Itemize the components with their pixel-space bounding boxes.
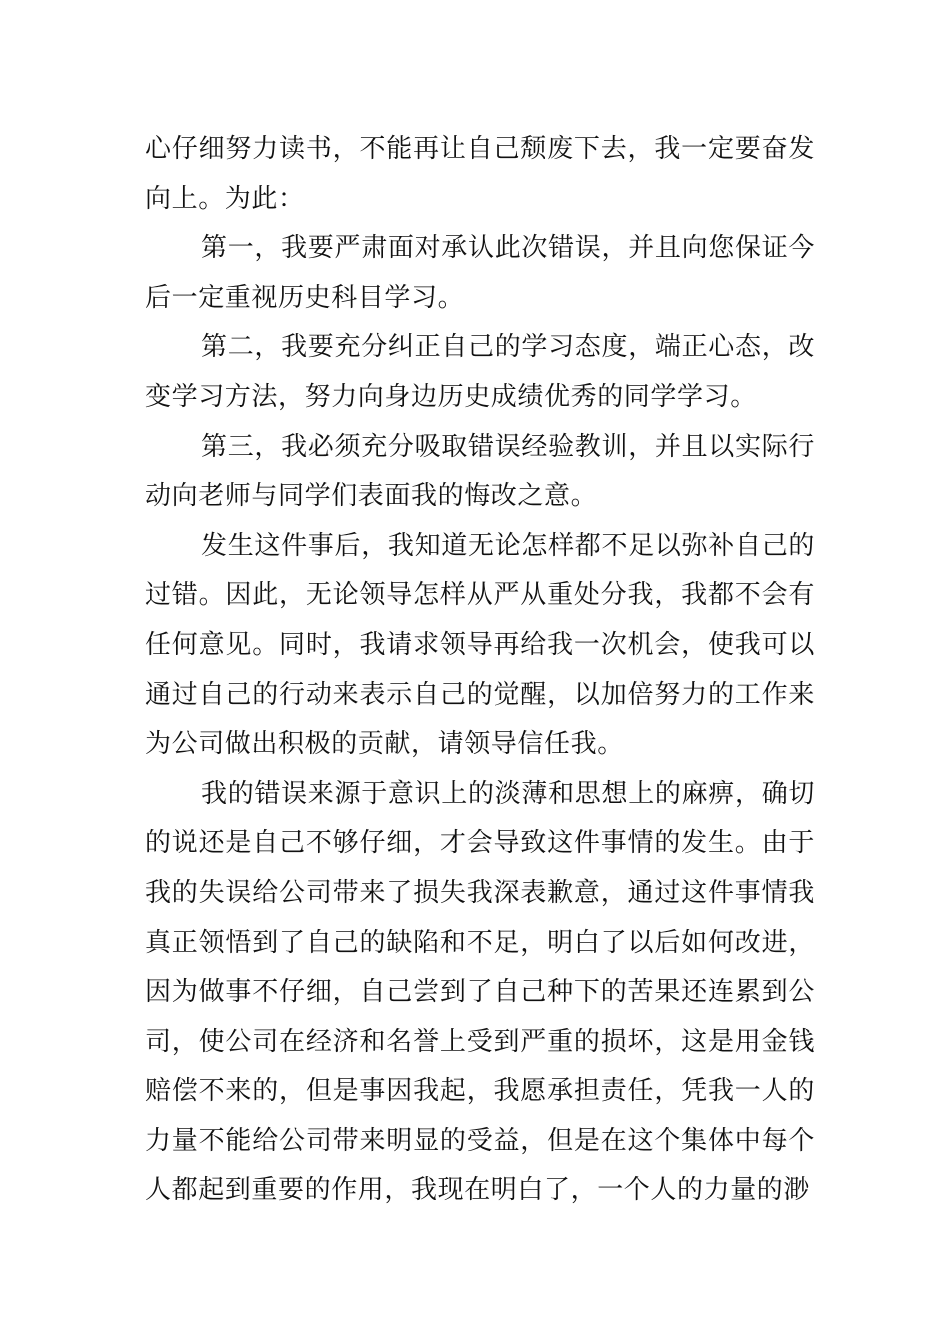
document-body xyxy=(145,125,815,1216)
paragraph-5: 发生这件事后，我知道无论怎样都不足以弥补自己的过错。因此，无论领导怎样从严从重处分我，我都不会有任何意见。同时，我请求领导再给我一次机会，使我可以通过自己的行动来表示自己的觉醒，以加倍努力的工作来为公司做出积极的贡献，请领导信任我。 xyxy=(145,530,815,760)
paragraph-3: 第二，我要充分纠正自己的学习态度，端正心态，改变学习方法，努力向身边历史成绩优秀的同学学习。 xyxy=(145,332,815,412)
paragraph-1: 心仔细努力读书，不能再让自己颓废下去，我一定要奋发向上。为此： xyxy=(145,134,815,214)
paragraph-6: 我的错误来源于意识上的淡薄和思想上的麻痹，确切的说还是自己不够仔细，才会导致这件事情的发生。由于我的失误给公司带来了损失我深表歉意，通过这件事情我真正领悟到了自己的缺陷和不足，明白了以后如何改进，因为做事不仔细，自己尝到了自己种下的苦果还连累到公司，使公司在经济和名誉上受到严重的损坏，这是用金钱赔偿不来的，但是事因我起，我愿承担责任，凭我一人的力量不能给公司带来明显的受益，但是在这个集体中每个人都起到重要的作用，我现在明白了，一个人的力量的渺 xyxy=(145,778,815,1206)
paragraph-4: 第三，我必须充分吸取错误经验教训，并且以实际行动向老师与同学们表面我的悔改之意。 xyxy=(145,431,815,512)
paragraph-2: 第一，我要严肃面对承认此次错误，并且向您保证今后一定重视历史科目学习。 xyxy=(145,233,815,313)
